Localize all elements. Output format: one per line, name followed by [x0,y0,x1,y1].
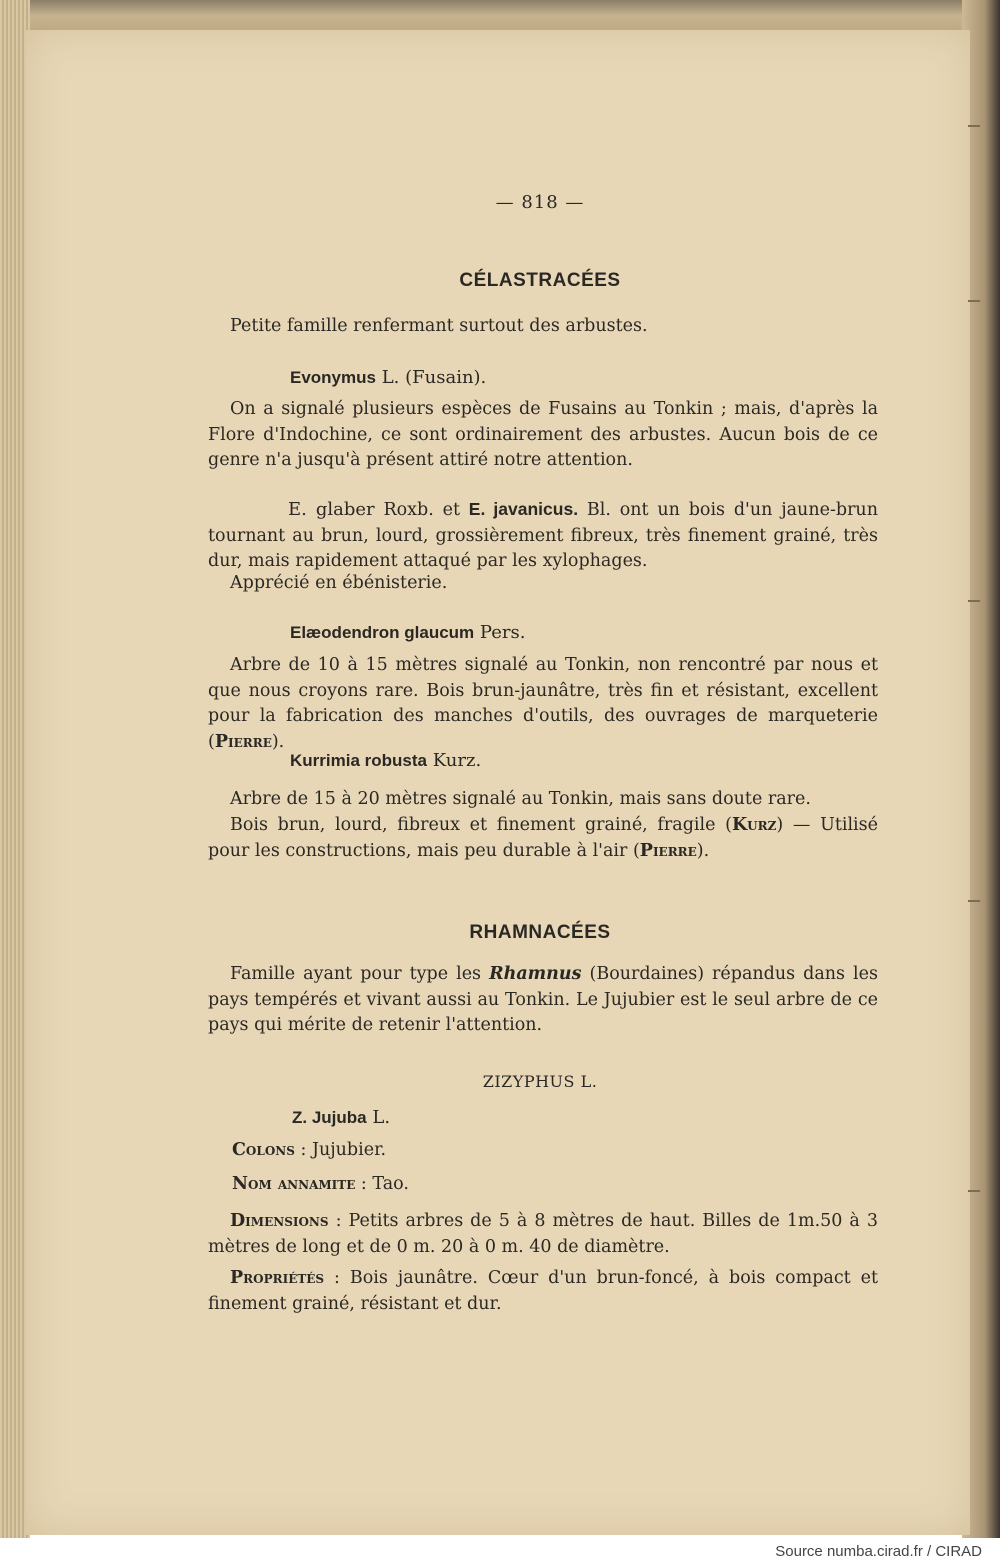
dimensions-entry [208,1208,878,1260]
kurrimia-line1: Arbre de 15 à 20 mètres signalé au Tonkin, mais sans doute rare. [230,789,811,809]
field-value: : Jujubier. [294,1140,387,1160]
nom-annamite-entry [232,1174,409,1194]
section-title-celastracees: CÉLASTRACÉES [459,270,621,291]
species-jujuba [292,1107,390,1128]
species-name: E. glaber [288,499,375,520]
rhamnacees-description [208,962,878,1039]
species-evonymus [290,367,486,388]
genus-name: Rhamnus [489,964,582,984]
species-name: Kurrimia robusta [290,751,427,770]
glaber-note: Apprécié en ébénisterie. [230,573,448,593]
section-title-rhamnacees: RHAMNACÉES [469,922,611,943]
field-value: : Petits arbres de 5 à 8 mètres de haut. Billes de 1m.50 à 3 mètres de long et de 0 m. 20 à 0 m. 40 de diamètre. [208,1211,878,1257]
elaeodendron-description [208,653,878,755]
proprietes-entry [208,1265,878,1317]
colons-entry [232,1140,386,1160]
celastracees-intro: Petite famille renfermant surtout des arbustes. [230,316,648,336]
kurrimia-text-mid: ) — Utilisé pour les constructions, mais peu durable à l'air ( [208,815,878,861]
elaeodendron-text-end: ). [271,731,285,752]
author-ref: Pierre [214,731,272,752]
rhamnacees-text-end: (Bourdaines) répandus dans les pays tempérés et vivant aussi au Tonkin. Le Jujubier est le seul arbre de ce pays qui mérite de retenir l'attention. [208,964,878,1035]
elaeodendron-text: Arbre de 10 à 15 mètres signalé au Tonkin, non rencontré par nous et que nous croyons rare. Bois brun-jaunâtre, très fin et résistant, excellent pour la fabrication des manches d'outils, des ouvrages de marqueterie ( [208,655,878,752]
rhamnacees-text: Famille ayant pour type les [230,964,490,984]
page-tab-mark [968,600,980,602]
species-author: Roxb. et [383,500,460,520]
source-credit: Source numba.cirad.fr / CIRAD [775,1543,982,1560]
species-author: Kurz. [432,750,482,771]
genus-subtitle: ZIZYPHUS L. [482,1072,598,1091]
kurrimia-text-end: ). [696,840,710,861]
page-number: — 818 — [495,192,585,213]
page-tab-mark [968,300,980,302]
species-elaeodendron [290,622,525,643]
kurrimia-description [208,813,878,864]
page-tab-mark [968,900,980,902]
species-name: E. javanicus. [468,499,579,519]
field-label: Nom annamite [232,1174,356,1194]
author-ref: Kurz [731,815,777,835]
field-label: Dimensions [230,1211,329,1231]
field-value: : Tao. [355,1174,409,1194]
species-kurrimia [290,750,481,771]
field-label: Propriétés [230,1268,325,1288]
glaber-text: Bl. ont un bois d'un jaune-brun tournant au brun, lourd, grossièrement fibreux, très finement grainé, très dur, mais rapidement attaqué par les xylophages. [208,500,878,571]
page-tab-mark [968,1190,980,1192]
species-name: Evonymus [290,368,376,387]
author-ref: Pierre [639,840,697,861]
evonymus-description: On a signalé plusieurs espèces de Fusains au Tonkin ; mais, d'après la Flore d'Indochine, ce sont ordinairement des arbustes. Aucun bois de ce genre n'a jusqu'à présent attiré notre attention. [208,399,878,470]
page-tab-mark [968,125,980,127]
species-author: L. [372,1107,391,1128]
kurrimia-text: Bois brun, lourd, fibreux et finement grainé, fragile ( [230,815,732,835]
field-value: : Bois jaunâtre. Cœur d'un brun-foncé, à bois compact et finement grainé, résistant et dur. [208,1268,878,1314]
species-name: Z. Jujuba [292,1108,367,1127]
species-name: Elæodendron glaucum [290,623,475,642]
species-author: Pers. [479,622,526,643]
glaber-description [208,497,878,575]
species-author: L. (Fusain). [381,367,487,388]
field-label: Colons [232,1140,295,1160]
